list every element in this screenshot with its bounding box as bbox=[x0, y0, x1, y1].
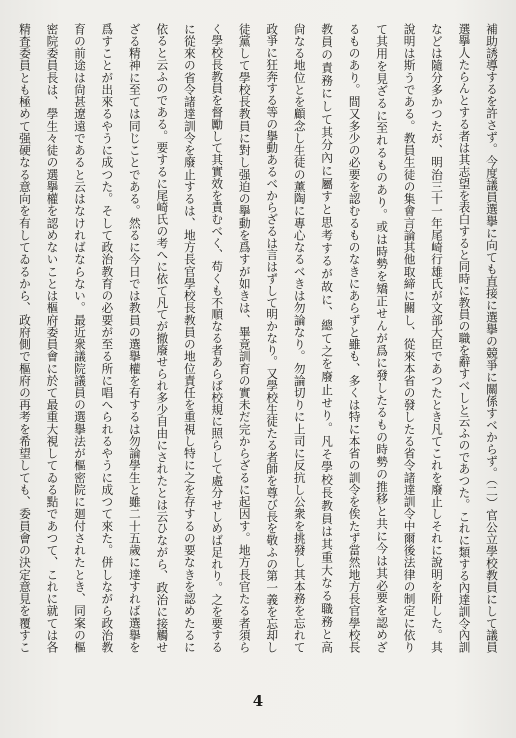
text-column: て其用を見ざるに至れるものあり。或は時勢を矯正せんが爲に發したるもの時勢の推移と共に今は其必要を認めざ bbox=[375, 23, 390, 653]
text-column: 密院委員長は、學生々徒の選擧權を認めないことは樞府委員會に於て最重大視してゐる點であつて、これに就ては各 bbox=[45, 23, 60, 653]
text-column: るものあり。間又多少の必要を認むるものなきにあらずと雖も、多くは特に本省の訓令を俟たず當然地方長官學校長 bbox=[347, 23, 362, 653]
text-column: 爲すことが出來るやうに成つた。そして政治教育の必要が至る所に唱へられるやうに成つて來た。併しながら政治教 bbox=[100, 23, 115, 653]
text-column: に從來の省令諸達訓令を廢止するは、地方長官學校長教員の地位責任を重視し特に之を存するの要なきを認めたるに bbox=[182, 23, 197, 653]
text-column: 政爭に狂奔する等の擧動あるべからざるは言はずして明かなり。又學校生徒たる者師を尊び長を敬ふの第一義を忘却し bbox=[265, 23, 280, 653]
text-column: く學校長教員を督勵して其實效を責むべく、苟くも不順なる者あらば校規に照らして處分せしめば足れり。之を要する bbox=[210, 23, 225, 653]
text-column: 說明は斯うである。教員生徒の集會言論其他取締に關し、從來本省の發したる省令諸達訓令中爾後法律の制定に依り bbox=[402, 23, 417, 653]
vertical-text-body bbox=[17, 23, 499, 653]
page-number: 4 bbox=[252, 692, 264, 710]
text-column: 依ると云ふのである。要するに尾崎氏の考へに依て凡てが撤廢せられ多少自由にされたとは云ひながら、政治に接觸せ bbox=[155, 23, 170, 653]
text-column: ざる精神に至ては同じことである。然るに今日では教員の選擧權を有するは勿論學生と雖二十五歲に達すれば選擧を bbox=[127, 23, 142, 653]
text-column: 教員の責務にして其分內に屬すと思考するが故に、總て之を廢止せり。凡そ學校長教員は其重大なる職務と高 bbox=[320, 23, 335, 653]
text-column: 徒黨して學校長教員に對し强迫の擧動を爲すが如きは、畢竟訓育の實未だ完からざるに起因す。地方長官たる者須ら bbox=[237, 23, 252, 653]
text-column: 補助誘導するを許さず。今度議員選擧に向ても直接に選擧の競爭に關係すべからず。（二）官公立學校教員にして議員 bbox=[484, 23, 499, 653]
text-column: などは隨分多かつたが、明治三十一年尾崎行雄氏が文部大臣であつたとき凡てこれを廢止しそれに說明を附した。其 bbox=[430, 23, 445, 653]
text-column: 育の前途は尙甚遼遠であると云はなければならない。最近衆議院議員の選擧法が樞密院に廻付されたとき、同案の樞 bbox=[72, 23, 87, 653]
text-column: 尙なる地位とを顧念し生徒の薰陶に專心なるべきは勿論なり。勿論切りに上司に反抗し公衆を挑發し其本務を忘れて bbox=[292, 23, 307, 653]
text-column: 精査委員とも極めて强硬なる意向を有してゐるから、政府側で樞府の再考を希望しても、委員會の決定意見を覆すこ bbox=[18, 23, 32, 653]
text-column: 選擧人たらんとする者は其志望を表白すると同時に教員の職を辭すべしと云ふのであつた。これに類する內達訓令內訓 bbox=[457, 23, 472, 653]
